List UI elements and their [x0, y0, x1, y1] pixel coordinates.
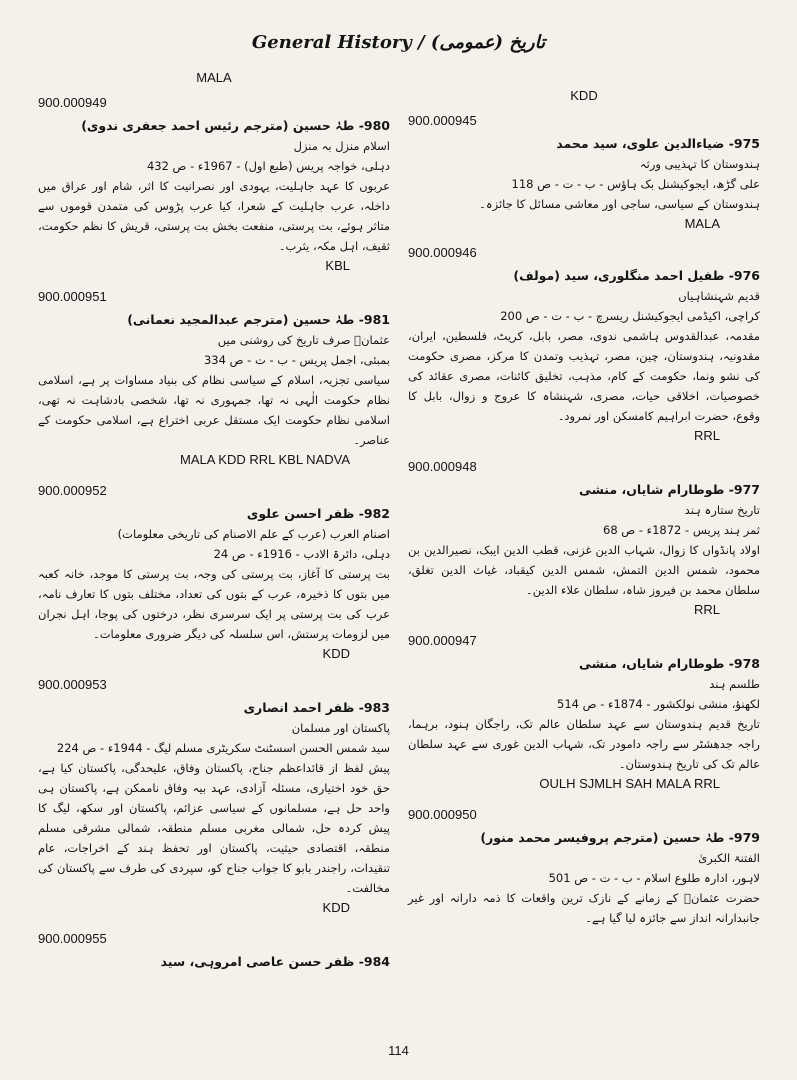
entry-heading: 980- طہٰ حسین (مترجم رئیس احمد جعفری ندوی) — [81, 118, 390, 133]
location-tags: KDD — [570, 88, 598, 103]
accession-number: 900.000945 — [408, 113, 477, 128]
entry-heading: 982- ظفر احسن علوی — [246, 506, 390, 521]
location-tags: MALA KDD RRL KBL NADVA — [179, 452, 350, 467]
location-tags: RRL — [693, 428, 720, 443]
entry-heading: 977- طوطارام شایاں، منشی — [578, 482, 760, 497]
location-tags: KBL — [325, 258, 350, 273]
entry-publication: ثمر ہند پریس - 1872ء - ص 68 — [603, 523, 760, 537]
catalog-entry — [38, 95, 390, 273]
entry-publication: سید شمس الحسن اسسٹنٹ سکریٹری مسلم لیگ - 1944ء - ص 224 — [56, 741, 390, 755]
entry-publication: دہلی، خواجہ پریس (طبع اول) - 1967ء - ص 432 — [146, 159, 390, 173]
location-tags: MALA — [684, 216, 720, 231]
location-tags: KDD — [322, 900, 350, 915]
left-column — [38, 70, 390, 972]
accession-number: 900.000951 — [38, 289, 107, 304]
entry-title: قدیم شہنشاہیاں — [678, 289, 760, 303]
location-tags: RRL — [693, 602, 720, 617]
entry-heading: 976- طفیل احمد منگلوری، سید (مولف) — [513, 268, 760, 283]
catalog-entry — [408, 245, 760, 443]
entry-publication: لکھنؤ، منشی نولکشور - 1874ء - ص 514 — [557, 697, 760, 711]
entry-title: الفتنۃ الکبریٰ — [698, 851, 760, 865]
entry-description: بت پرستی کا آغاز، بت پرستی کی وجہ، بت پرستی کا موجد، خانہ کعبہ میں بتوں کا ذخیرہ، عرب کے بتوں کی تعداد، مختلف بتوں کا تعارف نامہ، عرب کی بت پرستی پر ایک سرسری نظر، درختوں کی پوجا، اہل نجران میں لزومات پرستش، اس سلسلہ کی دیگر ضروری معلومات۔ — [38, 567, 390, 641]
catalog-entry — [408, 113, 760, 231]
entry-heading: 978- طوطارام شایاں، منشی — [578, 656, 760, 671]
location-tags: MALA — [196, 70, 232, 85]
entry-title: اصنام العرب (عرب کے علم الاصنام کی تاریخی معلومات) — [117, 527, 390, 541]
entry-publication: دہلی، دائرۃ الادب - 1916ء - ص 24 — [213, 547, 390, 561]
catalog-entry — [408, 807, 760, 928]
entry-description: سیاسی تجزیہ، اسلام کے سیاسی نظام کی بنیاد مساوات پر ہے، اسلامی نظام حکومت الٰہی نہ تھا، جمہوری نہ تھا، شخصی بادشاہت نہ تھی، اسلامی نظام حکومت ایک مستقل عربی اختراع ہے، اسلامی حکومت کے عناصر۔ — [38, 373, 390, 447]
entry-heading: 979- طہٰ حسین (مترجم پروفیسر محمد منور) — [480, 830, 760, 845]
entry-title: اسلام منزل بہ منزل — [293, 139, 390, 153]
page-number: 114 — [388, 1043, 409, 1058]
entry-heading: 984- ظفر حسن عاصی امروہی، سید — [160, 954, 390, 969]
entry-description: عربوں کا عہد جاہلیت، یہودی اور نصرانیت کا اثر، شام اور عراق میں داخلہ، عرب جاہلیت کے شعرا، کیا عرب پڑوس کی متمدن قوموں سے متاثر ہوئے، بت پرستی، منفعت بخش بت پرستی، قریش کا نظم حکومت، ثقیف، اہل مکہ، یثرب۔ — [38, 179, 390, 253]
entry-publication: لاہور، ادارہ طلوع اسلام - ب - ت - ص 501 — [548, 871, 760, 885]
catalog-entry — [408, 459, 760, 617]
catalog-entry — [38, 677, 390, 915]
entry-description: اولاد پانڈواں کا زوال، شہاب الدین غزنی، قطب الدین ایبک، نصیرالدین بن محمود، شمس الدین التمش، شمس الدین کیقباد، غیاث الدین تغلق، سلطان محمد بن فیروز شاہ، سلطان علاء الدین۔ — [408, 543, 760, 597]
entry-title: عثمانؓ صرف تاریخ کی روشنی میں — [217, 333, 390, 347]
accession-number: 900.000950 — [408, 807, 477, 822]
entry-heading: 975- ضیاءالدین علوی، سید محمد — [556, 136, 760, 151]
entry-heading: 981- طہٰ حسین (مترجم عبدالمجید نعمانی) — [127, 312, 390, 327]
right-column — [408, 88, 760, 928]
entry-description: تاریخ قدیم ہندوستان سے عہد سلطان عالم تک، راجگان ہنود، برہما، راجہ جدھشٹر سے راجہ دامودر تک، شہاب الدین غوری سے عہد سلطان عالم تک کی تاریخ ہندوستان۔ — [408, 717, 760, 771]
entry-description: ہندوستان کے سیاسی، ساجی اور معاشی مسائل کا جائزہ۔ — [479, 197, 760, 211]
entry-heading: 983- ظفر احمد انصاری — [243, 700, 390, 715]
entry-title: تاریخ ستارہ ہند — [684, 503, 760, 517]
entry-publication: علی گڑھ، ایجوکیشنل بک ہاؤس - ب - ت - ص 118 — [511, 177, 760, 191]
catalog-entry — [38, 483, 390, 661]
entry-description: حضرت عثمانؓ کے زمانے کے نازک ترین واقعات کا ذمہ دارانہ اور غیر جانبدارانہ انداز سے جائزہ لیا گیا ہے۔ — [408, 891, 760, 925]
location-tags: KDD — [322, 646, 350, 661]
entry-title: ہندوستان کا تہذیبی ورثہ — [639, 157, 760, 171]
accession-number: 900.000949 — [38, 95, 107, 110]
catalog-entry — [38, 931, 390, 972]
location-tags: OULH SJMLH SAH MALA RRL — [539, 776, 720, 791]
entry-description: پیش لفظ از قائداعظم جناح، پاکستان وفاق، علیحدگی، پاکستان کیا ہے، حق خود اختیاری، مسئلہ آزادی، عہد بیہ وفاق ناممکن ہے، پاکستان ہی واحد حل ہے، مسلمانوں کے سیاسی عزائم، پاکستان اور سکھ، لیگ کا پیش کردہ حل، شمالی مغربی مسلم منطقہ، شمالی مشرقی مسلم منطقہ، اقتصادی حیثیت، پاکستان اور تحفظ ہند کے اخراجات، عام تنقیدات، راجندر بابو کا جواب جناح کو، سپردی کی طرف سے پاکستان کی مخالفت۔ — [38, 761, 390, 895]
catalog-entry — [38, 289, 390, 467]
accession-number: 900.000955 — [38, 931, 107, 946]
accession-number: 900.000946 — [408, 245, 477, 260]
entry-title: پاکستان اور مسلمان — [291, 721, 390, 735]
page-title: General History / (تاریخ (عمومی — [251, 32, 546, 53]
entry-description: مقدمہ، عبدالقدوس ہاشمی ندوی، مصر، بابل، کریٹ، فلسطین، ایران، مقدونیہ، ہندوستان، چین، مصر، تہذیب وتمدن کا مرکز، مصری حکومت کی نشو ونما، حکومت کے کام، مذہب، تخلیق کائنات، مصری عقائد کی خصوصیات، اخلاقی حیات، مصری، شہنشاہ کا عروج و زوال، بابل کا وقوع، حضرت ابراہیم کامسکن اور نمرود۔ — [408, 329, 760, 423]
entry-publication: کراچی، اکیڈمی ایجوکیشنل ریسرچ - ب - ت - ص 200 — [500, 309, 760, 323]
accession-number: 900.000953 — [38, 677, 107, 692]
catalog-entry — [408, 633, 760, 791]
accession-number: 900.000948 — [408, 459, 477, 474]
entry-title: طلسم ہند — [709, 677, 760, 691]
accession-number: 900.000947 — [408, 633, 477, 648]
entry-publication: بمبئی، اجمل پریس - ب - ت - ص 334 — [203, 353, 390, 367]
accession-number: 900.000952 — [38, 483, 107, 498]
